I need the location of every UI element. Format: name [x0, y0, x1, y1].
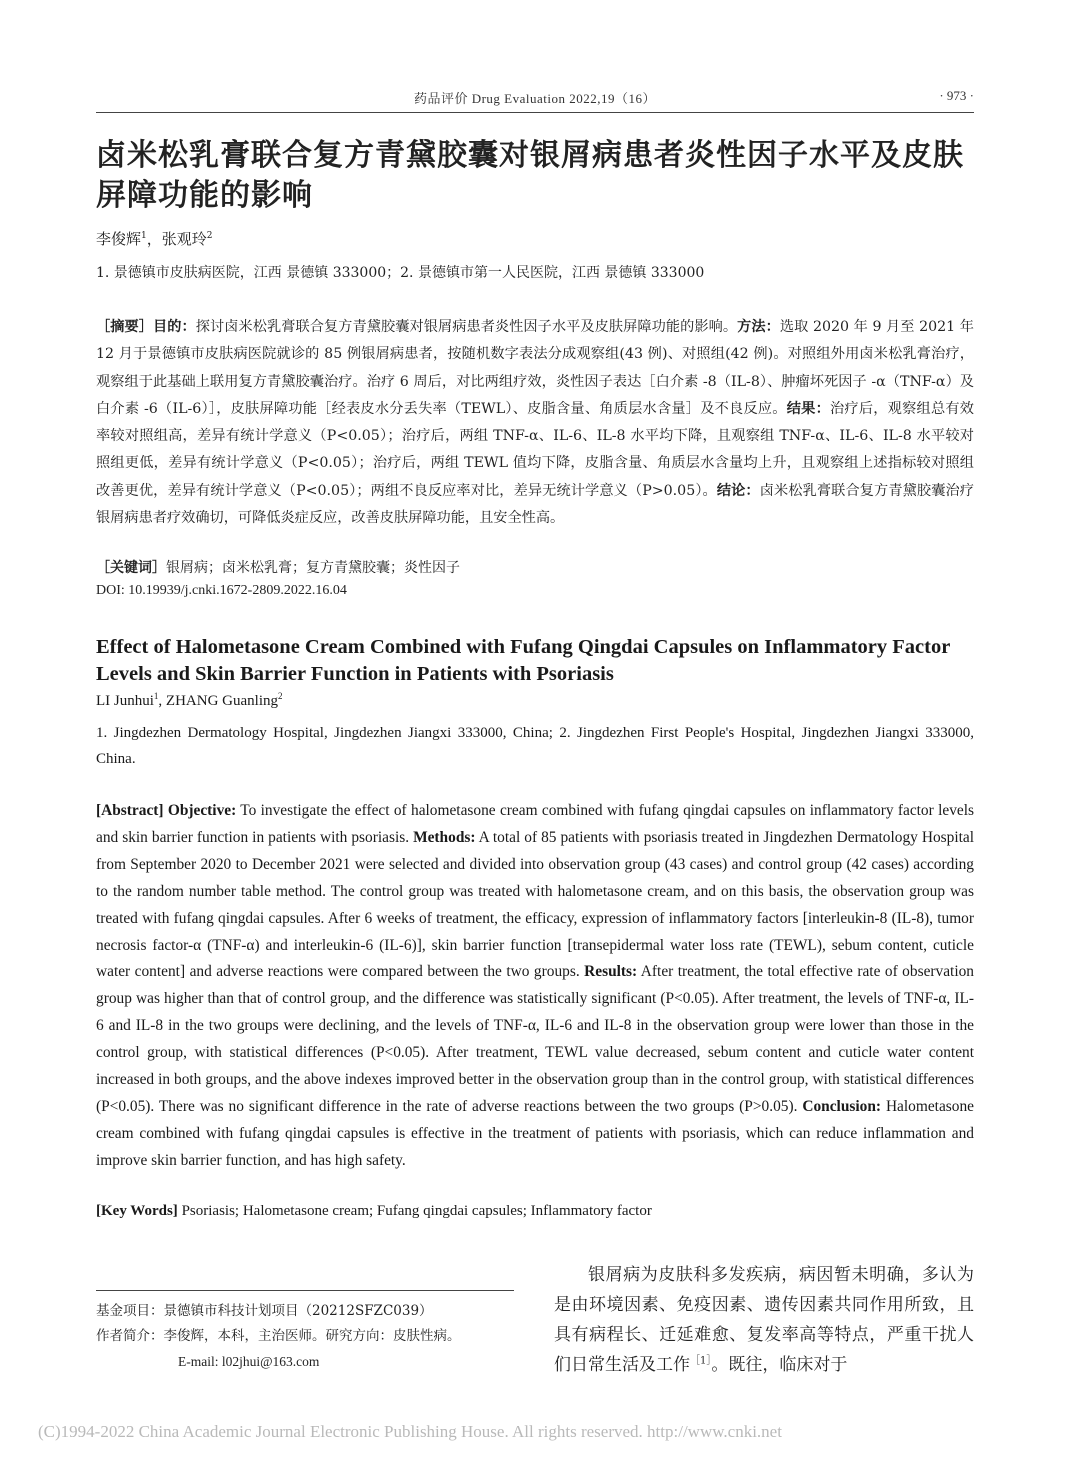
email-link[interactable]: E-mail: l02jhui@163.com — [178, 1354, 320, 1369]
results-text: 治疗后，观察组总有效率较对照组高，差异有统计学意义（P<0.05）；治疗后，两组 TNF-α、IL-6、IL-8 水平均下降，且观察组 TNF-α、IL-6、IL-8 水平较对照组更低，差异有统计学意义（P<0.05）；治疗后，两组 TEWL 值均下降，皮脂含量、角质层水含量均上升，且观察组上述指标较对照组改善更优，差异有统计学意义（P<0.05）；两组不良反应率对比，差异无统计学意义（P>0.05）。 — [96, 400, 974, 499]
citation-ref[interactable]: ［1］ — [690, 1355, 712, 1367]
author-name: 李俊辉 — [96, 230, 142, 248]
methods-text: A total of 85 patients with psoriasis treated in Jingdezhen Dermatology Hospital from September 2020 to December 2021 were selected and divided into observation group (43 cases) and control group (42 cases) according to the random number table method. The control group was treated with halometasone cream, and on this basis, the observation group was treated with fufang qingdai capsules. After 6 weeks of treatment, the efficacy, expression of inflammatory factors [interleukin-8 (IL-8), tumor necrosis factor-α (TNF-α) and interleukin-6 (IL-6)], skin barrier function [transepidermal water loss rate (TEWL), sebum content, cuticle water content] and adverse reactions were compared between the two groups. — [96, 828, 974, 981]
results-label: 结果： — [786, 400, 830, 417]
author-separator: , — [158, 693, 166, 709]
english-affiliations: 1. Jingdezhen Dermatology Hospital, Jingdezhen Jiangxi 333000, China; 2. Jingdezhen First People's Hospital, Jingdezhen Jiangxi 333000, China. — [96, 725, 974, 767]
body-paragraph — [554, 1260, 974, 1380]
objective-label: [Abstract] Objective: — [96, 802, 237, 819]
affiliation-mark: 2 — [278, 691, 283, 701]
copyright-watermark: (C)1994-2022 China Academic Journal Electronic Publishing House. All rights reserved. http://www.cnki.net — [38, 1422, 782, 1441]
funding-note: 基金项目：景德镇市科技计划项目（20212SFZC039） — [96, 1303, 433, 1319]
conclusion-text: Halometasone cream combined with fufang qingdai capsules is effective in the treatment of patients with psoriasis, which can reduce inflammation and improve skin barrier function, and has high safety. — [96, 1097, 974, 1169]
author-intro: 作者简介：李俊辉，本科，主治医师。研究方向：皮肤性病。 — [96, 1328, 461, 1344]
conclusion-label: Conclusion: — [802, 1097, 882, 1115]
chinese-affiliations: 1. 景德镇市皮肤病医院，江西 景德镇 333000；2. 景德镇市第一人民医院，江西 景德镇 333000 — [96, 265, 705, 281]
affiliation-mark: 1 — [153, 691, 159, 701]
conclusion-label: 结论： — [716, 482, 760, 499]
keywords-text: 银屑病；卤米松乳膏；复方青黛胶囊；炎性因子 — [166, 560, 460, 576]
methods-label: 方法： — [737, 319, 780, 335]
author-separator: ， — [146, 230, 162, 248]
objective-text: To investigate the effect of halometasone cream combined with fufang qingdai capsules on inflammatory factor levels and skin barrier function in patients with psoriasis. — [96, 802, 974, 846]
english-keywords — [96, 1203, 652, 1220]
results-label: Results: — [584, 963, 638, 981]
methods-text: 选取 2020 年 9 月至 2021 年 12 月于景德镇市皮肤病医院就诊的 85 例银屑病患者，按随机数字表法分成观察组(43 例)、对照组(42 例)。对照组外用卤米松乳膏治疗，观察组于此基础上联用复方青黛胶囊治疗。治疗 6 周后，对比两组疗效，炎性因子表达［白介素 -8（IL-8）、肿瘤坏死因子 -α（TNF-α）及白介素 -6（IL-6）］，皮肤屏障功能［经表皮水分丢失率（TEWL）、皮脂含量、角质层水含量］及不良反应。 — [96, 319, 974, 417]
chinese-authors — [96, 228, 213, 249]
affiliation-mark: 2 — [206, 231, 213, 241]
running-header — [96, 86, 974, 110]
objective-text: 探讨卤米松乳膏联合复方青黛胶囊对银屑病患者炎性因子水平及皮肤屏障功能的影响。 — [195, 319, 738, 335]
footnote-divider — [96, 1290, 514, 1291]
header-divider — [96, 112, 974, 113]
abstract-label: ［摘要］ — [96, 319, 153, 335]
page-number: · 973 · — [939, 88, 974, 103]
methods-label: Methods: — [413, 828, 476, 846]
keywords-text: Psoriasis; Halometasone cream; Fufang qingdai capsules; Inflammatory factor — [177, 1203, 652, 1219]
author-name: ZHANG Guanling — [165, 693, 278, 709]
chinese-title: 卤米松乳膏联合复方青黛胶囊对银屑病患者炎性因子水平及皮肤屏障功能的影响 — [96, 138, 964, 213]
english-authors — [96, 693, 283, 710]
english-abstract — [96, 798, 974, 1175]
chinese-keywords — [96, 557, 460, 577]
chinese-abstract — [96, 314, 974, 532]
author-name: LI Junhui — [96, 693, 154, 709]
english-title: Effect of Halometasone Cream Combined with Fufang Qingdai Capsules on Inflammatory Factor Levels and Skin Barrier Function in Patients with Psoriasis — [96, 636, 950, 685]
affiliation-mark: 1 — [141, 231, 147, 241]
doi-link[interactable]: DOI: 10.19939/j.cnki.1672-2809.2022.16.04 — [96, 583, 347, 598]
journal-page — [96, 0, 974, 1475]
body-text-continued: 。既往，临床对于 — [711, 1355, 848, 1375]
keywords-label: ［关键词］ — [96, 560, 166, 576]
footnote — [96, 1299, 526, 1374]
keywords-label: [Key Words] — [96, 1203, 178, 1219]
objective-label: 目的： — [153, 319, 196, 335]
body-text: 银屑病为皮肤科多发疾病，病因暂未明确，多认为是由环境因素、免疫因素、遗传因素共同作用所致，且具有病程长、迁延难愈、复发率高等特点，严重干扰人们日常生活及工作 — [554, 1265, 974, 1375]
author-name: 张观玲 — [161, 230, 207, 248]
conclusion-text: 卤米松乳膏联合复方青黛胶囊治疗银屑病患者疗效确切，可降低炎症反应，改善皮肤屏障功能，且安全性高。 — [96, 482, 974, 527]
results-text: After treatment, the total effective rate of observation group was higher than that of control group, and the difference was statistically significant (P<0.05). After treatment, the levels of TNF-α, IL-6 and IL-8 in the two groups were declining, and the levels of TNF-α, IL-6 and IL-8 in the observation group were lower than those in the control group, with statistical differences (P<0.05). After treatment, TEWL value decreased, sebum content and cuticle water content increased in both groups, and the above indexes improved better in the observation group than in the control group, with statistical differences (P<0.05). There was no significant difference in the rate of adverse reactions between the two groups (P>0.05). — [96, 963, 974, 1115]
journal-citation: 药品评价 Drug Evaluation 2022,19（16） — [413, 91, 657, 106]
